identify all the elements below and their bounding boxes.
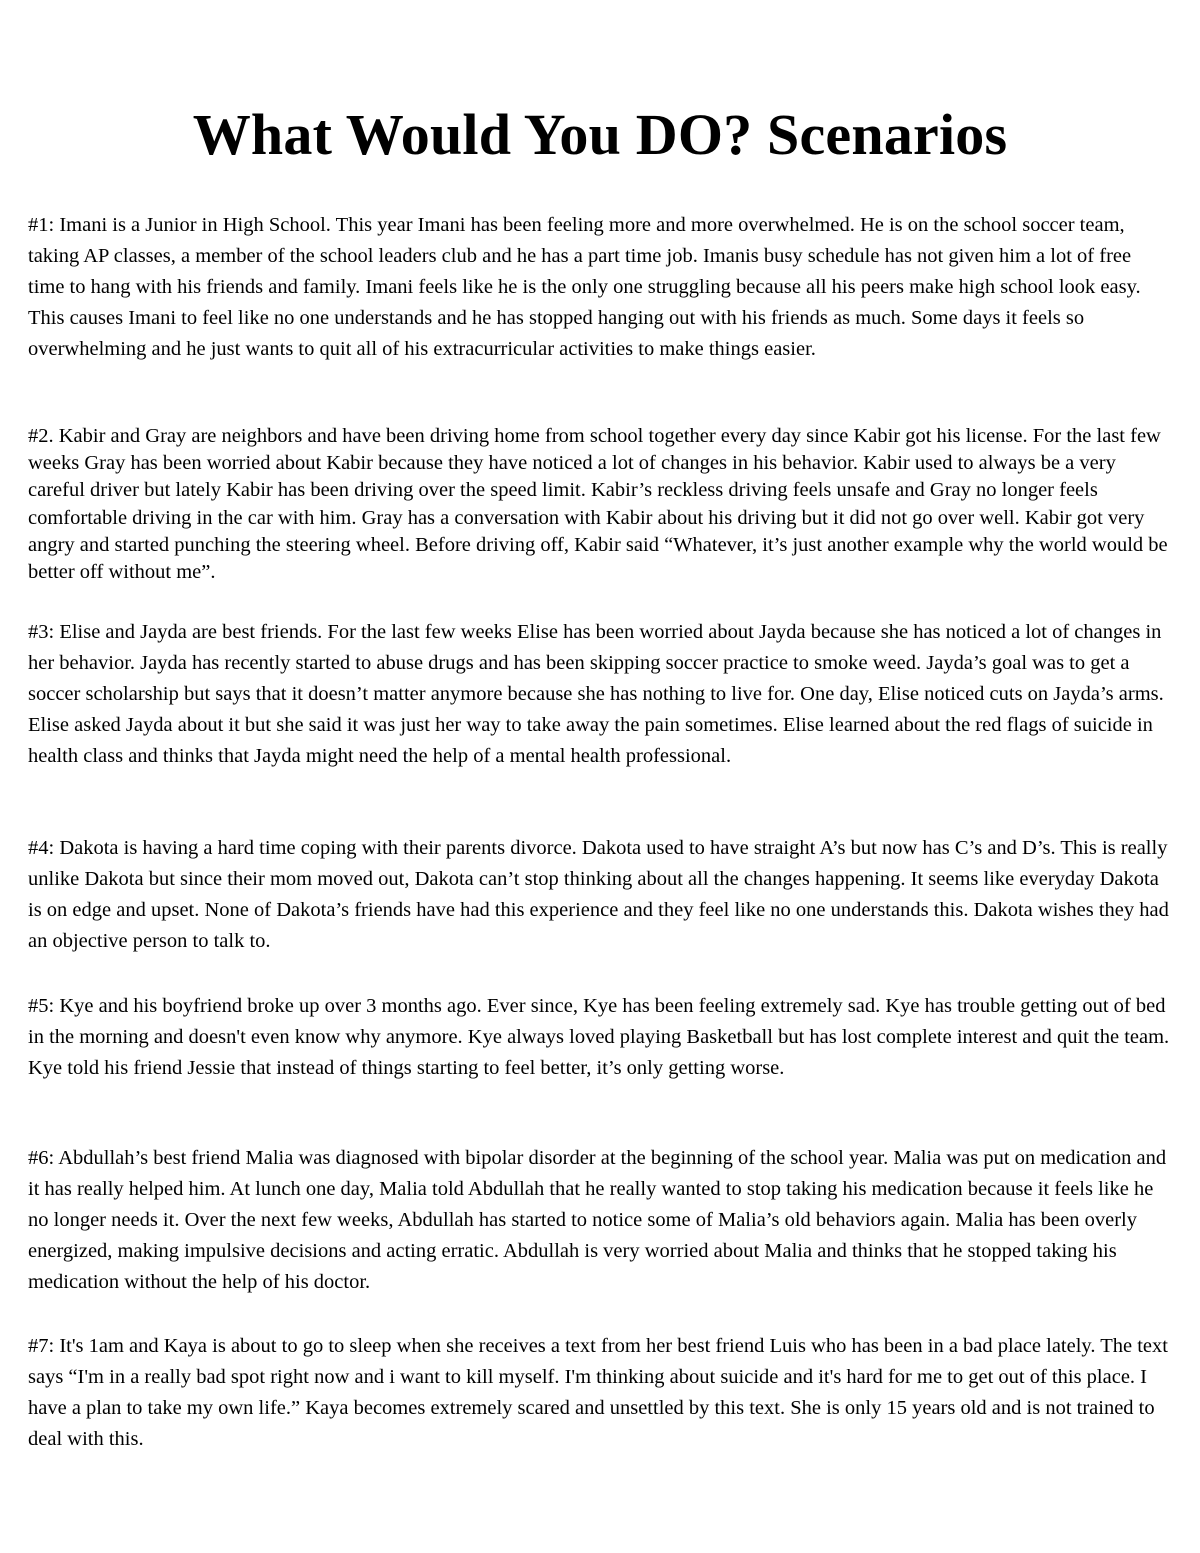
scenario-2: #2. Kabir and Gray are neighbors and have been driving home from school together every day since Kabir got his license. For the last few weeks Gray has been worried about Kabir because they have noticed a lot of changes in his behavior. Kabir used to always be a very careful driver but lately Kabir has been driving over the speed limit. Kabir’s reckless driving feels unsafe and Gray no longer feels comfortable driving in the car with him. Gray has a conversation with Kabir about his driving but it did not go over well. Kabir got very angry and started punching the steering wheel. Before driving off, Kabir said “Whatever, it’s just another example why the world would be better off without me”. xyxy=(28,425,1168,584)
scenario-3: #3: Elise and Jayda are best friends. For the last few weeks Elise has been worried about Jayda because she has noticed a lot of changes in her behavior. Jayda has recently started to abuse drugs and has been skipping soccer practice to smoke weed. Jayda’s goal was to get a soccer scholarship but says that it doesn’t matter anymore because she has nothing to live for. One day, Elise noticed cuts on Jayda’s arms. Elise asked Jayda about it but she said it was just her way to take away the pain sometimes. Elise learned about the red flags of suicide in health class and thinks that Jayda might need the help of a mental health professional. xyxy=(28,621,1164,767)
scenario-4: #4: Dakota is having a hard time coping with their parents divorce. Dakota used to have straight A’s but now has C’s and D’s. This is really unlike Dakota but since their mom moved out, Dakota can’t stop thinking about all the changes happening. It seems like everyday Dakota is on edge and upset. None of Dakota’s friends have had this experience and they feel like no one understands this. Dakota wishes they had an objective person to talk to. xyxy=(28,837,1169,952)
scenario-7: #7: It's 1am and Kaya is about to go to sleep when she receives a text from her best friend Luis who has been in a bad place lately. The text says “I'm in a really bad spot right now and i want to kill myself. I'm thinking about suicide and it's hard for me to get out of this place. I have a plan to take my own life.” Kaya becomes extremely scared and unsettled by this text. She is only 15 years old and is not trained to deal with this. xyxy=(28,1335,1168,1450)
page-title: What Would You DO? Scenarios xyxy=(192,102,1008,167)
scenario-6: #6: Abdullah’s best friend Malia was diagnosed with bipolar disorder at the beginning of the school year. Malia was put on medication and it has really helped him. At lunch one day, Malia told Abdullah that he really wanted to stop taking his medication because it feels like he no longer needs it. Over the next few weeks, Abdullah has started to notice some of Malia’s old behaviors again. Malia has been overly energized, making impulsive decisions and acting erratic. Abdullah is very worried about Malia and thinks that he stopped taking his medication without the help of his doctor. xyxy=(28,1147,1167,1293)
scenario-1: #1: Imani is a Junior in High School. This year Imani has been feeling more and more overwhelmed. He is on the school soccer team, taking AP classes, a member of the school leaders club and he has a part time job. Imanis busy schedule has not given him a lot of free time to hang with his friends and family. Imani feels like he is the only one struggling because all his peers make high school look easy. This causes Imani to feel like no one understands and he has stopped hanging out with his friends as much. Some days it feels so overwhelming and he just wants to quit all of his extracurricular activities to make things easier. xyxy=(28,214,1141,360)
scenario-5: #5: Kye and his boyfriend broke up over 3 months ago. Ever since, Kye has been feeling extremely sad. Kye has trouble getting out of bed in the morning and doesn't even know why anymore. Kye always loved playing Basketball but has lost complete interest and quit the team. Kye told his friend Jessie that instead of things starting to feel better, it’s only getting worse. xyxy=(28,995,1170,1079)
